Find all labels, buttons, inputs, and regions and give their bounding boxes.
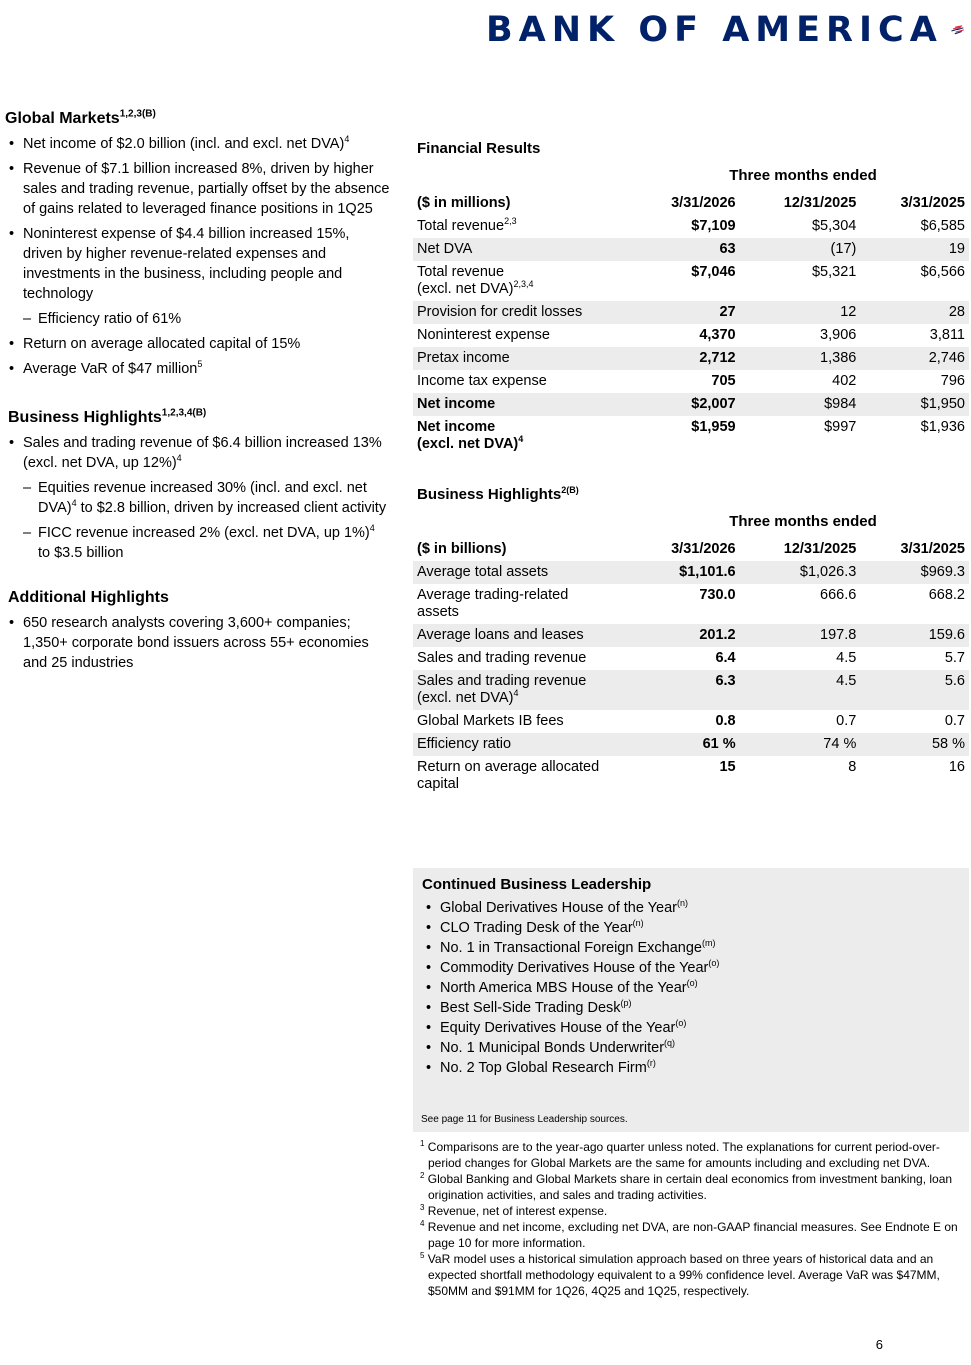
table-row: Noninterest expense 4,370 3,906 3,811 [417, 327, 965, 343]
table-row: Sales and trading revenue (excl. net DVA)$^4$ 6.3 4.5 5.6 [413, 670, 969, 710]
list-item: • No. 1 Municipal Bonds Underwriter$^{(q)}$ [422, 1039, 969, 1058]
table-row: Net DVA 63 (17) 19 [413, 238, 969, 261]
flag-icon [951, 8, 964, 52]
business-leadership-heading: Continued Business Leadership [422, 876, 652, 893]
footnote: $^4$ Revenue and net income, excluding net DVA, are non-GAAP financial measures. See Endnote E on page 10 for more information. [420, 1219, 958, 1250]
table-header-row: ($ in millions) 3/31/2026 12/31/2025 3/31/2025 [417, 195, 965, 211]
list-item: • Return on average allocated capital of 15% [5, 334, 390, 354]
business-highlights-table-heading: Business Highlights$^{2(B)}$ [417, 485, 579, 503]
table-row: Total revenue (excl. net DVA)$^{2,3,4}$ $7,046 $5,321 $6,566 [417, 264, 965, 297]
table-row: Average total assets $1,101.6 $1,026.3 $969.3 [413, 561, 969, 584]
list-item: • No. 2 Top Global Research Firm$^{(r)}$ [422, 1059, 969, 1078]
additional-highlights-heading: Additional Highlights [8, 589, 169, 606]
page-number: 6 [875, 1337, 883, 1352]
business-highlights-bullets [5, 433, 390, 563]
list-item: • Commodity Derivatives House of the Year$^{(o)}$ [422, 959, 969, 978]
table-row: Provision for credit losses 27 12 28 [413, 301, 969, 324]
list-item: • Sales and trading revenue of $6.4 billion increased 13% (excl. net DVA, up 12%)$^4$ [5, 433, 390, 473]
list-item: • Best Sell-Side Trading Desk$^{(p)}$ [422, 999, 969, 1018]
table-row: Average trading-related assets 730.0 666.6 668.2 [417, 587, 965, 620]
list-item: – Equities revenue increased 30% (incl. and excl. net DVA)$^4$ to $2.8 billion, driven by increased client activity [5, 478, 390, 518]
business-leadership-box [413, 868, 969, 1132]
list-item: • North America MBS House of the Year$^{(o)}$ [422, 979, 969, 998]
footnote: $^5$ VaR model uses a historical simulation approach based on three years of historical data and an expected shortfall methodology equivalent to a 99% confidence level. Average VaR was $47MM, $50MM and $91MM for 1Q26, 4Q25 and 1Q25, respectively. [420, 1251, 940, 1298]
table-row: Global Markets IB fees 0.8 0.7 0.7 [417, 713, 965, 729]
table-row: Pretax income 2,712 1,386 2,746 [413, 347, 969, 370]
list-item: • 650 research analysts covering 3,600+ companies; 1,350+ corporate bond issuers across 55+ economies and 25 industries [5, 613, 390, 673]
leadership-sources-note: See page 11 for Business Leadership sources. [421, 1114, 628, 1125]
global-markets-heading: Global Markets$^{1,2,3(B)}$ [5, 108, 156, 127]
list-item: – Efficiency ratio of 61% [5, 309, 390, 329]
list-item: • No. 1 in Transactional Foreign Exchange$^{(m)}$ [422, 939, 969, 958]
list-item: • Noninterest expense of $4.4 billion increased 15%, driven by higher revenue-related expenses and investments in the business, including people and technology [5, 224, 390, 304]
bank-of-america-logo [486, 8, 964, 52]
period-header: Three months ended [729, 513, 877, 530]
footnotes [420, 1139, 965, 1299]
list-item: • Average VaR of $47 million$^5$ [5, 359, 390, 379]
table-row: Sales and trading revenue 6.4 4.5 5.7 [417, 650, 965, 666]
global-markets-bullets [5, 134, 390, 379]
table-header-row: ($ in billions) 3/31/2026 12/31/2025 3/31/2025 [417, 541, 965, 557]
list-item: • CLO Trading Desk of the Year$^{(n)}$ [422, 919, 969, 938]
table-row: Net income (excl. net DVA)$^4$ $1,959 $997 $1,936 [417, 419, 965, 452]
table-row: Return on average allocated capital 15 8 16 [417, 759, 965, 792]
business-leadership-list [422, 899, 969, 1078]
list-item: • Net income of $2.0 billion (incl. and excl. net DVA)$^4$ [5, 134, 390, 154]
list-item: • Equity Derivatives House of the Year$^{(o)}$ [422, 1019, 969, 1038]
additional-highlights-bullets [5, 613, 390, 673]
business-highlights-heading: Business Highlights$^{1,2,3,4(B)}$ [8, 407, 207, 426]
table-row: Net income $2,007 $984 $1,950 [413, 393, 969, 416]
business-highlights-table [413, 538, 969, 796]
list-item: • Global Derivatives House of the Year$^{(n)}$ [422, 899, 969, 918]
logo-wordmark: BANK OF AMERICA [486, 10, 943, 50]
footnote: $^1$ Comparisons are to the year-ago quarter unless noted. The explanations for current period-over-period changes for Global Markets are the same for amounts including and excluding net DVA. [420, 1139, 940, 1170]
table-row: Total revenue$^{2,3}$ $7,109 $5,304 $6,585 [417, 216, 965, 234]
right-column [413, 140, 969, 796]
footnote: $^3$ Revenue, net of interest expense. [420, 1203, 608, 1218]
financial-results-table [413, 192, 969, 456]
financial-results-heading: Financial Results [417, 140, 541, 157]
table-row: Average loans and leases 201.2 197.8 159.6 [413, 624, 969, 647]
list-item: • Revenue of $7.1 billion increased 8%, driven by higher sales and trading revenue, partially offset by the absence of gains related to leveraged finance positions in 1Q25 [5, 159, 390, 219]
table-row: Efficiency ratio 61 % 74 % 58 % [413, 733, 969, 756]
list-item: – FICC revenue increased 2% (excl. net DVA, up 1%)$^4$ to $3.5 billion [5, 523, 390, 563]
table-row: Income tax expense 705 402 796 [417, 373, 965, 389]
footnote: $^2$ Global Banking and Global Markets share in certain deal economics from investment banking, loan origination activities, and sales and trading activities. [420, 1171, 953, 1202]
left-column [5, 110, 390, 678]
period-header: Three months ended [729, 167, 877, 184]
